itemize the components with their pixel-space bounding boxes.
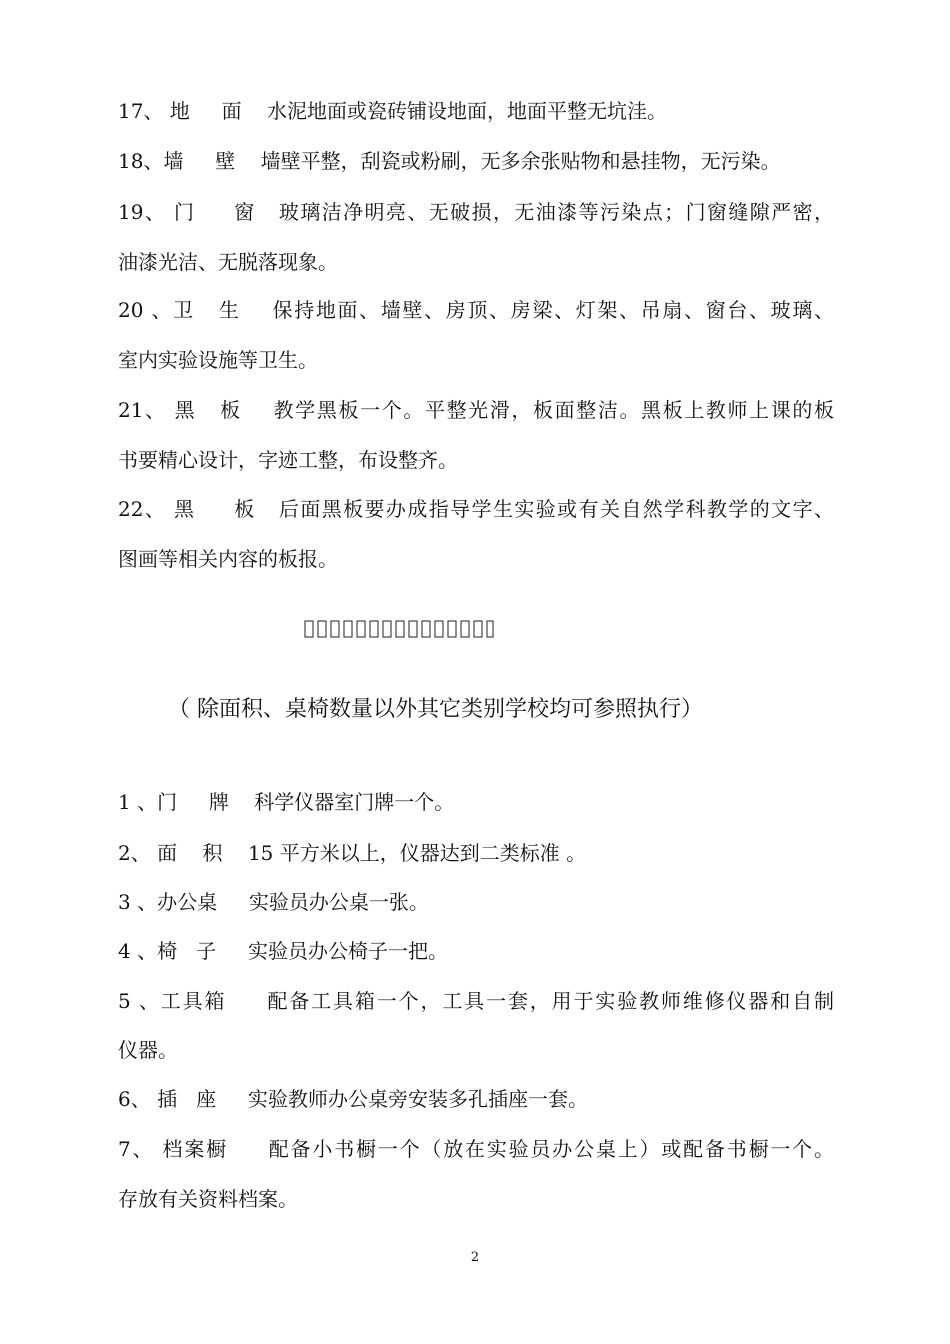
item-5-continuation: 仪器。 — [118, 1038, 178, 1062]
item-18-wall: 18、墙 壁 墙壁平整，刮瓷或粉刷，无多余张贴物和悬挂物，无污染。 — [118, 149, 781, 173]
item-22-back-blackboard: 22、 黑 板 后面黑板要办成指导学生实验或有关自然学科教学的文字、 — [118, 497, 834, 521]
item-21-continuation: 书要精心设计，字迹工整，布设整齐。 — [118, 448, 458, 472]
item-7-continuation: 存放有关资料档案。 — [118, 1187, 298, 1211]
missing-glyph-boxes — [304, 618, 494, 640]
item-20-continuation: 室内实验设施等卫生。 — [118, 348, 318, 372]
item-4-chair: 4 、椅 子 实验员办公椅子一把。 — [118, 939, 448, 963]
item-5-toolbox: 5 、工具箱 配备工具箱一个，工具一套，用于实验教师维修仪器和自制 — [118, 989, 834, 1013]
item-19-continuation: 油漆光洁、无脱落现象。 — [118, 250, 338, 274]
item-1-door-sign: 1 、门 牌 科学仪器室门牌一个。 — [118, 790, 455, 814]
item-6-socket: 6、 插 座 实验教师办公桌旁安装多孔插座一套。 — [118, 1087, 588, 1111]
item-3-office-desk: 3 、办公桌 实验员办公桌一张。 — [118, 890, 429, 914]
page-number: 2 — [470, 1250, 480, 1265]
item-7-file-cabinet: 7、 档案橱 配备小书橱一个（放在实验员办公桌上）或配备书橱一个。 — [118, 1137, 834, 1161]
item-20-hygiene: 20 、卫 生 保持地面、墙壁、房顶、房梁、灯架、吊扇、窗台、玻璃、 — [118, 298, 834, 322]
item-22-continuation: 图画等相关内容的板报。 — [118, 547, 338, 571]
section-subheading: （ 除面积、桌椅数量以外其它类别学校均可参照执行） — [168, 697, 703, 722]
item-21-blackboard: 21、 黑 板 教学黑板一个。平整光滑，板面整洁。黑板上教师上课的板 — [118, 398, 834, 422]
item-17-ground: 17、 地 面 水泥地面或瓷砖铺设地面，地面平整无坑洼。 — [118, 99, 668, 123]
item-2-area: 2、 面 积 15 平方米以上，仪器达到二类标准 。 — [118, 841, 587, 865]
item-19-doors-windows: 19、 门 窗 玻璃洁净明亮、无破损，无油漆等污染点；门窗缝隙严密， — [118, 200, 834, 224]
section-heading — [304, 618, 494, 645]
